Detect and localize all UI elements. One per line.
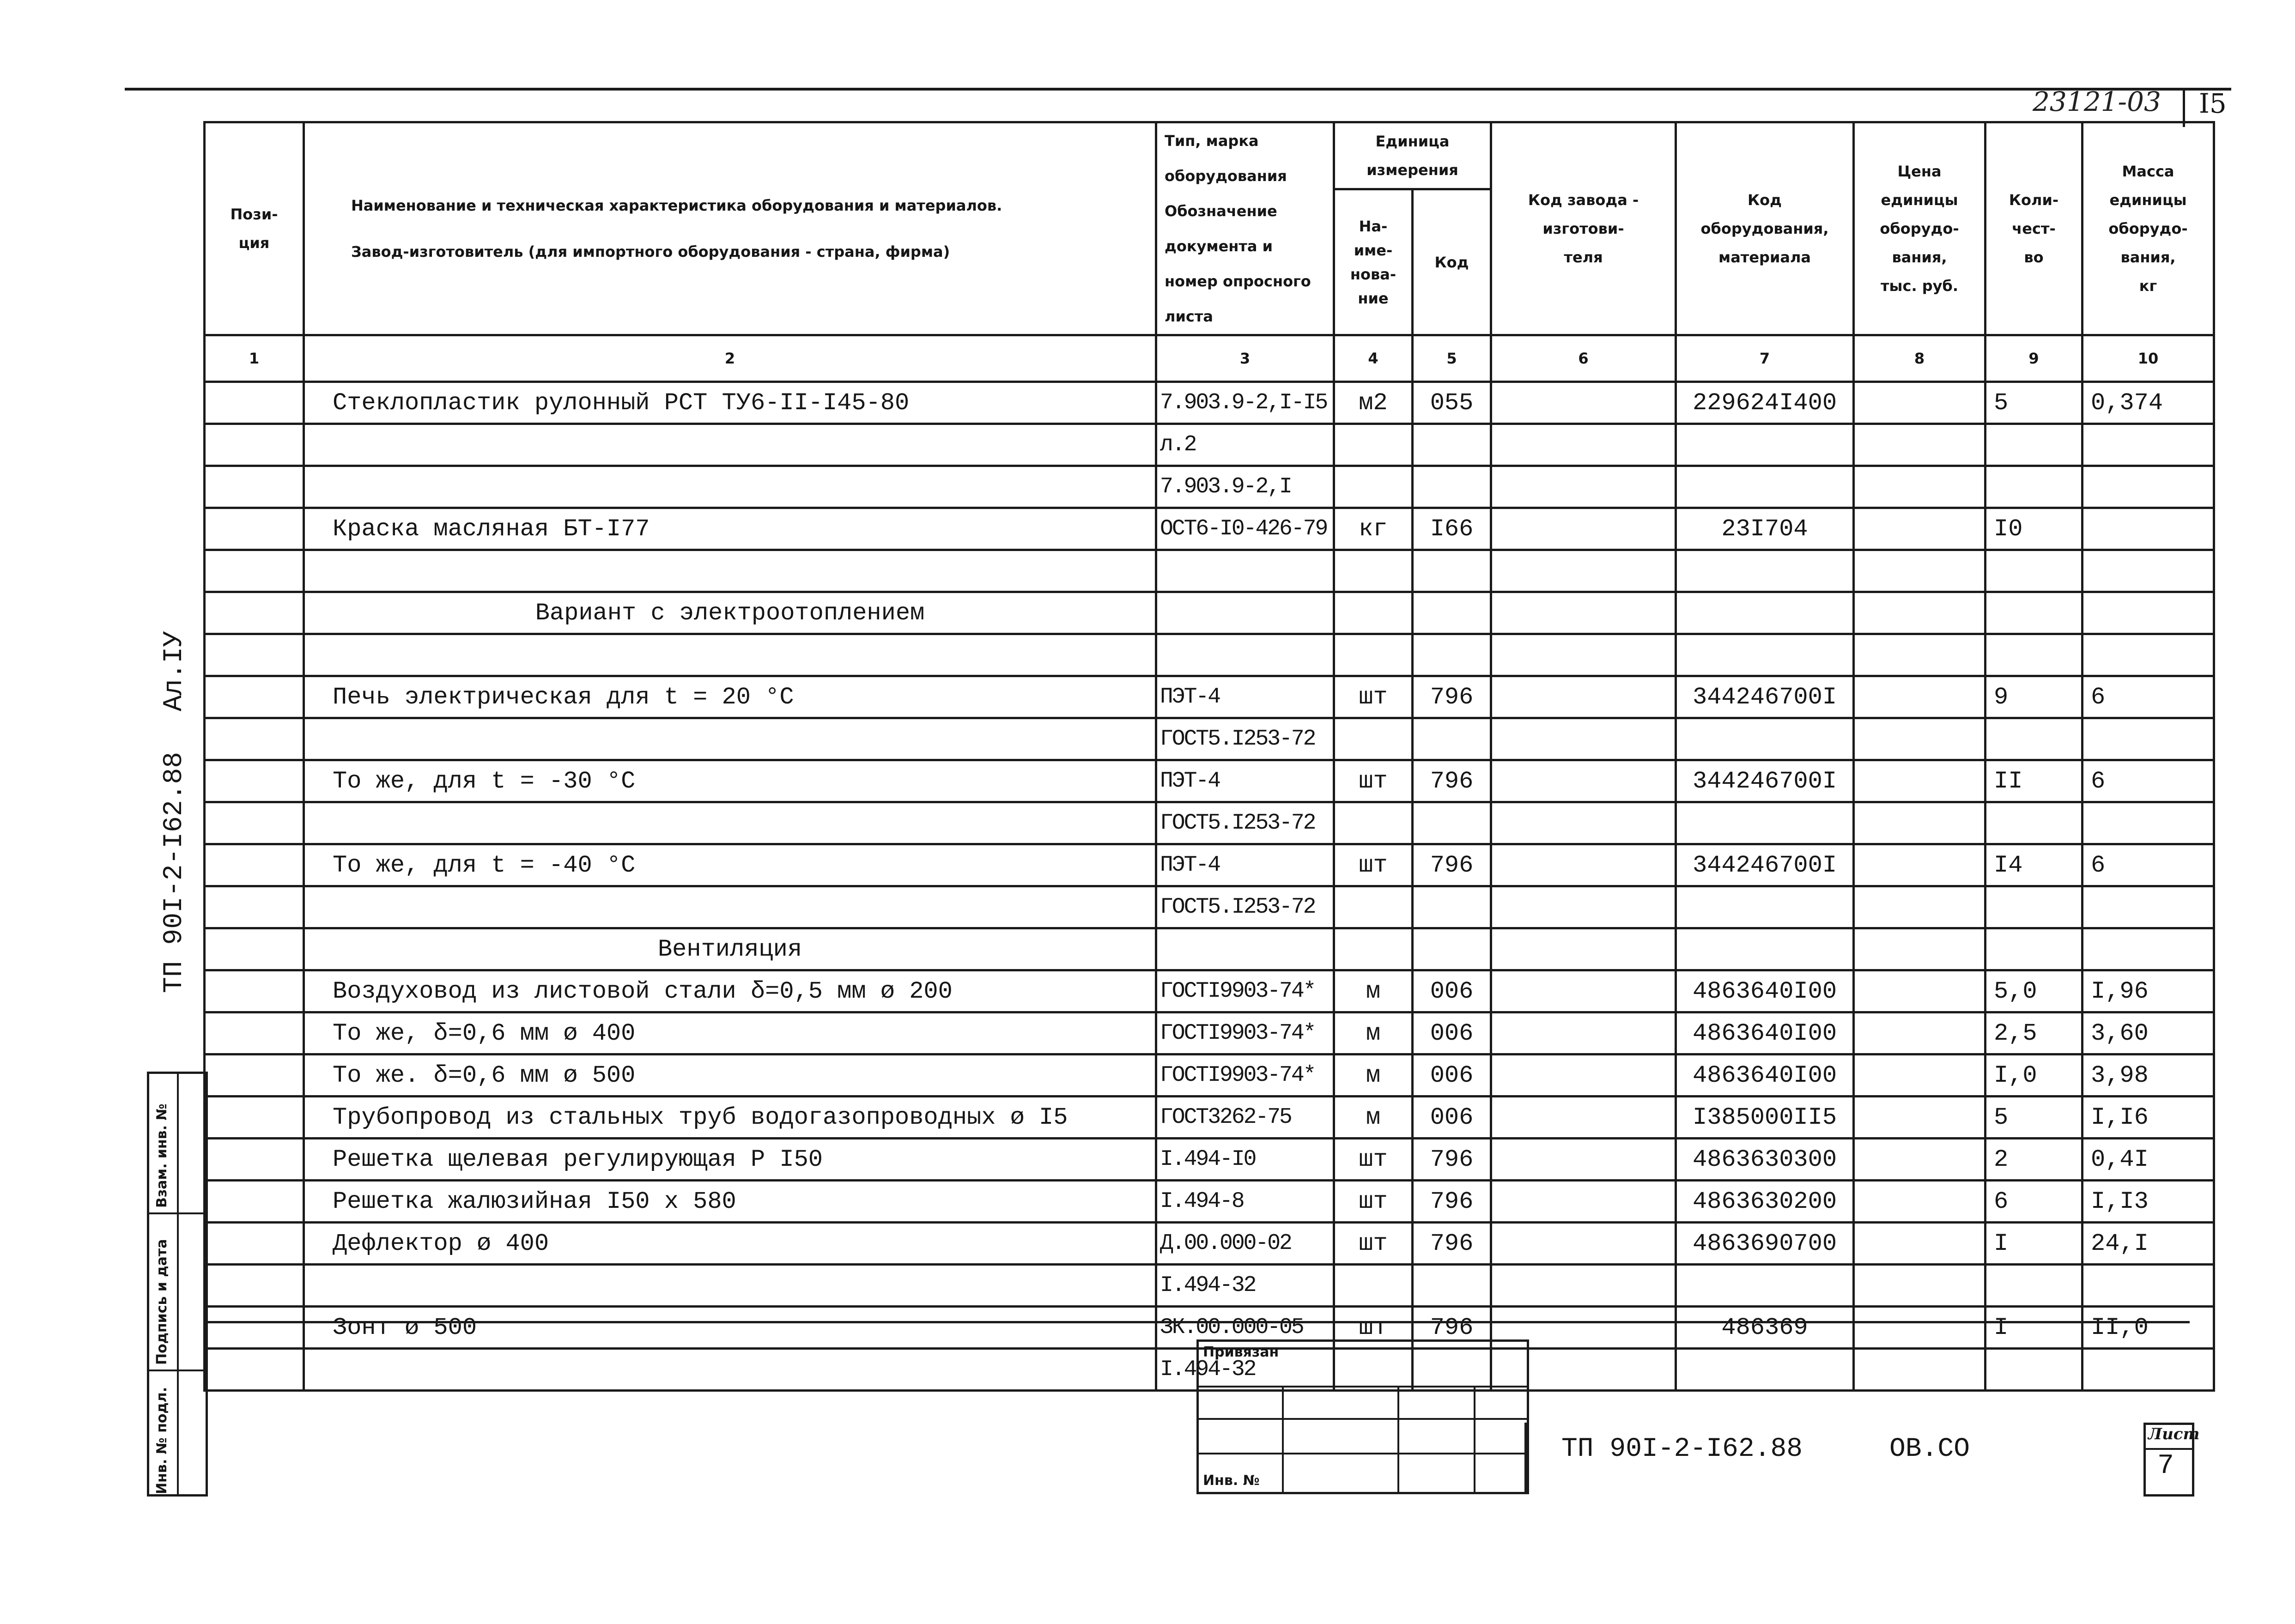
- qty-cell: I0: [1985, 508, 2082, 550]
- name-cell: [304, 634, 1156, 676]
- equipment-code-cell: 4863640I00: [1676, 1054, 1854, 1097]
- unit-cell: шт: [1334, 676, 1413, 718]
- unit-cell: шт: [1334, 1223, 1413, 1265]
- table-row: [205, 802, 2214, 844]
- empty-cell: [1985, 928, 2082, 970]
- unit-code-cell: [1413, 886, 1491, 928]
- side-album-label: Ал.IУ: [159, 630, 189, 711]
- unit-code-cell: 796: [1413, 1223, 1491, 1265]
- type-cell: I.494-32: [1156, 1349, 1334, 1391]
- name-cell: [304, 802, 1156, 844]
- qty-cell: 5: [1985, 1097, 2082, 1139]
- position-cell: [205, 1181, 304, 1223]
- position-cell: [205, 550, 304, 592]
- table-row: [205, 886, 2214, 928]
- type-cell: Д.00.000-02: [1156, 1223, 1334, 1265]
- plant-code-cell: [1491, 1012, 1676, 1054]
- sheet-label: Лист: [2148, 1425, 2200, 1443]
- mass-cell: I,I6: [2082, 1097, 2214, 1139]
- price-cell: [1854, 1054, 1985, 1097]
- table-row: [205, 1265, 2214, 1307]
- name-cell: Дефлектор ø 400: [304, 1223, 1156, 1265]
- table-row: [205, 1054, 2214, 1097]
- unit-cell: шт: [1334, 844, 1413, 886]
- unit-code-cell: 796: [1413, 760, 1491, 802]
- price-cell: [1854, 424, 1985, 466]
- qty-cell: 6: [1985, 1181, 2082, 1223]
- sheet-code: 23121-03: [2033, 86, 2161, 117]
- equipment-code-cell: [1676, 886, 1854, 928]
- plant-code-cell: [1491, 466, 1676, 508]
- position-cell: [205, 1139, 304, 1181]
- plant-code-cell: [1491, 1097, 1676, 1139]
- col-plant-code-header: Код завода - изготови- теля: [1491, 122, 1676, 335]
- unit-code-cell: [1413, 1265, 1491, 1307]
- empty-cell: [1676, 592, 1854, 634]
- equipment-code-cell: [1676, 634, 1854, 676]
- qty-cell: [1985, 466, 2082, 508]
- type-cell: ГОСТI9903-74*: [1156, 970, 1334, 1012]
- name-cell: Стеклопластик рулонный РСТ ТУ6-II-I45-80: [304, 382, 1156, 424]
- qty-cell: [1985, 802, 2082, 844]
- position-cell: [205, 718, 304, 760]
- price-cell: [1854, 676, 1985, 718]
- qty-cell: [1985, 634, 2082, 676]
- mass-cell: [2082, 466, 2214, 508]
- sheet-number: I5: [2199, 88, 2227, 119]
- plant-code-cell: [1491, 886, 1676, 928]
- unit-code-cell: 055: [1413, 382, 1491, 424]
- qty-cell: 5,0: [1985, 970, 2082, 1012]
- position-cell: [205, 802, 304, 844]
- price-cell: [1854, 1223, 1985, 1265]
- position-cell: [205, 466, 304, 508]
- position-cell: [205, 592, 304, 634]
- position-cell: [205, 1054, 304, 1097]
- col-qty-header: Коли- чест- во: [1985, 122, 2082, 335]
- table-row: [205, 508, 2214, 550]
- unit-cell: шт: [1334, 760, 1413, 802]
- price-cell: [1854, 802, 1985, 844]
- name-cell: Решетка щелевая регулирующая Р I50: [304, 1139, 1156, 1181]
- equipment-code-cell: 486369: [1676, 1307, 1854, 1349]
- unit-cell: м: [1334, 1054, 1413, 1097]
- table-row: [205, 382, 2214, 424]
- stamp-inv-podl: Инв. № подл.: [154, 1387, 170, 1494]
- price-cell: [1854, 970, 1985, 1012]
- equipment-code-cell: 4863630200: [1676, 1181, 1854, 1223]
- price-cell: [1854, 1097, 1985, 1139]
- unit-code-cell: 796: [1413, 676, 1491, 718]
- table-row: [205, 718, 2214, 760]
- type-cell: ГОСТ3262-75: [1156, 1097, 1334, 1139]
- table-row: [205, 1012, 2214, 1054]
- side-doc-label: ТП 90I-2-I62.88: [159, 751, 189, 993]
- name-cell: Зонт ø 500: [304, 1307, 1156, 1349]
- col-number: 8: [1854, 335, 1985, 382]
- empty-cell: [1413, 928, 1491, 970]
- equipment-code-cell: [1676, 718, 1854, 760]
- mass-cell: [2082, 550, 2214, 592]
- price-cell: [1854, 634, 1985, 676]
- price-cell: [1854, 550, 1985, 592]
- empty-cell: [1156, 928, 1334, 970]
- empty-cell: [1491, 928, 1676, 970]
- empty-cell: [1854, 592, 1985, 634]
- unit-cell: [1334, 634, 1413, 676]
- unit-code-cell: 796: [1413, 844, 1491, 886]
- table-row: [205, 550, 2214, 592]
- name-cell: То же, для t = -40 °С: [304, 844, 1156, 886]
- type-cell: I.494-32: [1156, 1265, 1334, 1307]
- equipment-code-cell: 4863640I00: [1676, 970, 1854, 1012]
- equipment-code-cell: [1676, 550, 1854, 592]
- equipment-code-cell: 229624I400: [1676, 382, 1854, 424]
- name-cell: [304, 550, 1156, 592]
- unit-code-cell: [1413, 802, 1491, 844]
- type-cell: ЗК.00.000-05: [1156, 1307, 1334, 1349]
- mass-cell: [2082, 1265, 2214, 1307]
- mass-cell: 6: [2082, 760, 2214, 802]
- table-row: [205, 1139, 2214, 1181]
- table-row: [205, 466, 2214, 508]
- name-cell: [304, 424, 1156, 466]
- name-cell: То же. δ=0,6 мм ø 500: [304, 1054, 1156, 1097]
- mass-cell: 3,98: [2082, 1054, 2214, 1097]
- unit-code-cell: [1413, 466, 1491, 508]
- table-row: [205, 928, 2214, 970]
- price-cell: [1854, 382, 1985, 424]
- col-equipment-code-header: Код оборудования, материала: [1676, 122, 1854, 335]
- unit-cell: шт: [1334, 1181, 1413, 1223]
- position-cell: [205, 424, 304, 466]
- type-cell: л.2: [1156, 424, 1334, 466]
- privyazan-label: Привязан: [1203, 1344, 1279, 1360]
- qty-cell: I4: [1985, 844, 2082, 886]
- col-unit-code-header: Код: [1413, 189, 1491, 335]
- position-cell: [205, 886, 304, 928]
- price-cell: [1854, 718, 1985, 760]
- mass-cell: 3,60: [2082, 1012, 2214, 1054]
- section-heading: Вариант с электроотоплением: [304, 592, 1156, 634]
- price-cell: [1854, 466, 1985, 508]
- qty-cell: I,0: [1985, 1054, 2082, 1097]
- unit-cell: [1334, 886, 1413, 928]
- mass-cell: [2082, 718, 2214, 760]
- col-type-header: Тип, марка оборудования Обозначение документа и номер опросного листа: [1156, 122, 1334, 335]
- type-cell: ГОСТI9903-74*: [1156, 1012, 1334, 1054]
- type-cell: 7.903.9-2,I-I5: [1156, 382, 1334, 424]
- type-cell: ПЭТ-4: [1156, 844, 1334, 886]
- empty-cell: [1413, 592, 1491, 634]
- col-number: 5: [1413, 335, 1491, 382]
- specification-table: [203, 121, 2215, 1392]
- unit-code-cell: [1413, 424, 1491, 466]
- name-cell: [304, 886, 1156, 928]
- qty-cell: 2,5: [1985, 1012, 2082, 1054]
- unit-cell: м: [1334, 1012, 1413, 1054]
- equipment-code-cell: [1676, 424, 1854, 466]
- col-number: 4: [1334, 335, 1413, 382]
- position-cell: [205, 1265, 304, 1307]
- type-cell: ГОСТI9903-74*: [1156, 1054, 1334, 1097]
- unit-cell: шт: [1334, 1307, 1413, 1349]
- privyazan-box: [1196, 1339, 1529, 1494]
- col-number: 1: [205, 335, 304, 382]
- name-cell: Краска масляная БТ-I77: [304, 508, 1156, 550]
- table-row: [205, 1223, 2214, 1265]
- name-cell: Воздуховод из листовой стали δ=0,5 мм ø 200: [304, 970, 1156, 1012]
- unit-cell: [1334, 466, 1413, 508]
- plant-code-cell: [1491, 718, 1676, 760]
- top-rule: [125, 88, 2231, 91]
- mass-cell: I,96: [2082, 970, 2214, 1012]
- plant-code-cell: [1491, 970, 1676, 1012]
- position-cell: [205, 508, 304, 550]
- col-number: 9: [1985, 335, 2082, 382]
- type-cell: ПЭТ-4: [1156, 760, 1334, 802]
- position-cell: [205, 676, 304, 718]
- position-cell: [205, 1097, 304, 1139]
- table-row: [205, 676, 2214, 718]
- table-body: [205, 382, 2214, 1391]
- type-cell: ГОСТ5.I253-72: [1156, 886, 1334, 928]
- empty-cell: [1985, 592, 2082, 634]
- position-cell: [205, 970, 304, 1012]
- position-cell: [205, 928, 304, 970]
- qty-cell: [1985, 718, 2082, 760]
- col-unit-name-header: На- име- нова- ние: [1334, 189, 1413, 335]
- equipment-code-cell: [1676, 1265, 1854, 1307]
- col-number: 2: [304, 335, 1156, 382]
- mass-cell: [2082, 886, 2214, 928]
- plant-code-cell: [1491, 550, 1676, 592]
- equipment-code-cell: 4863640I00: [1676, 1012, 1854, 1054]
- qty-cell: [1985, 886, 2082, 928]
- table-row: [205, 970, 2214, 1012]
- empty-cell: [1334, 928, 1413, 970]
- type-cell: I.494-I0: [1156, 1139, 1334, 1181]
- equipment-code-cell: 4863690700: [1676, 1223, 1854, 1265]
- qty-cell: [1985, 550, 2082, 592]
- col-number: 10: [2082, 335, 2214, 382]
- price-cell: [1854, 1012, 1985, 1054]
- name-cell: Печь электрическая для t = 20 °С: [304, 676, 1156, 718]
- mass-cell: 0,4I: [2082, 1139, 2214, 1181]
- table-row: [205, 760, 2214, 802]
- unit-code-cell: 006: [1413, 1054, 1491, 1097]
- qty-cell: 9: [1985, 676, 2082, 718]
- unit-cell: м: [1334, 1097, 1413, 1139]
- name-cell: То же, δ=0,6 мм ø 400: [304, 1012, 1156, 1054]
- plant-code-cell: [1491, 1139, 1676, 1181]
- left-stamp: [147, 1072, 208, 1497]
- price-cell: [1854, 1139, 1985, 1181]
- unit-cell: [1334, 1265, 1413, 1307]
- column-numbers-row: [205, 335, 2214, 382]
- name-cell: То же, для t = -30 °С: [304, 760, 1156, 802]
- name-cell: [304, 718, 1156, 760]
- empty-cell: [2082, 928, 2214, 970]
- mass-cell: 0,374: [2082, 382, 2214, 424]
- col-name-header: Наименование и техническая характеристика оборудования и материалов. Завод-изготовитель (для импортного оборудования - страна, фирма): [304, 122, 1156, 335]
- col-mass-header: Масса единицы оборудо- вания, кг: [2082, 122, 2214, 335]
- table-row: [205, 844, 2214, 886]
- empty-cell: [1334, 592, 1413, 634]
- equipment-code-cell: 344246700I: [1676, 844, 1854, 886]
- unit-cell: кг: [1334, 508, 1413, 550]
- col-number: 3: [1156, 335, 1334, 382]
- type-cell: 7.903.9-2,I: [1156, 466, 1334, 508]
- equipment-code-cell: 344246700I: [1676, 760, 1854, 802]
- equipment-code-cell: 4863630300: [1676, 1139, 1854, 1181]
- name-cell: [304, 466, 1156, 508]
- header-row: [205, 122, 2214, 189]
- price-cell: [1854, 1265, 1985, 1307]
- price-cell: [1854, 886, 1985, 928]
- col-number: 6: [1491, 335, 1676, 382]
- equipment-code-cell: 23I704: [1676, 508, 1854, 550]
- position-cell: [205, 760, 304, 802]
- plant-code-cell: [1491, 1223, 1676, 1265]
- qty-cell: 2: [1985, 1139, 2082, 1181]
- equipment-code-cell: [1676, 466, 1854, 508]
- price-cell: [1854, 844, 1985, 886]
- col-number: 7: [1676, 335, 1854, 382]
- unit-cell: м2: [1334, 382, 1413, 424]
- empty-cell: [2082, 592, 2214, 634]
- name-cell: Решетка жалюзийная I50 x 580: [304, 1181, 1156, 1223]
- table-row: [205, 1097, 2214, 1139]
- unit-code-cell: [1413, 718, 1491, 760]
- unit-cell: м: [1334, 970, 1413, 1012]
- plant-code-cell: [1491, 802, 1676, 844]
- price-cell: [1854, 1181, 1985, 1223]
- qty-cell: I: [1985, 1307, 2082, 1349]
- qty-cell: [1985, 424, 2082, 466]
- inv-label: Инв. №: [1203, 1473, 1260, 1489]
- unit-cell: [1334, 718, 1413, 760]
- unit-cell: [1334, 424, 1413, 466]
- mass-cell: II,0: [2082, 1307, 2214, 1349]
- plant-code-cell: [1491, 382, 1676, 424]
- mass-cell: 6: [2082, 844, 2214, 886]
- unit-code-cell: 006: [1413, 1012, 1491, 1054]
- unit-code-cell: [1413, 550, 1491, 592]
- mass-cell: 6: [2082, 676, 2214, 718]
- stamp-vzam-inv: Взам. инв. №: [154, 1103, 170, 1208]
- unit-cell: [1334, 802, 1413, 844]
- type-cell: [1156, 634, 1334, 676]
- type-cell: ГОСТ5.I253-72: [1156, 802, 1334, 844]
- unit-code-cell: 796: [1413, 1139, 1491, 1181]
- table-row: [205, 634, 2214, 676]
- qty-cell: I: [1985, 1223, 2082, 1265]
- col-price-header: Цена единицы оборудо- вания, тыс. руб.: [1854, 122, 1985, 335]
- document-mark: ОВ.СО: [1889, 1434, 1970, 1464]
- plant-code-cell: [1491, 634, 1676, 676]
- position-cell: [205, 382, 304, 424]
- sheet-value: 7: [2157, 1450, 2174, 1482]
- plant-code-cell: [1491, 676, 1676, 718]
- mass-cell: [2082, 508, 2214, 550]
- plant-code-cell: [1491, 1265, 1676, 1307]
- equipment-code-cell: [1676, 802, 1854, 844]
- unit-code-cell: [1413, 634, 1491, 676]
- plant-code-cell: [1491, 844, 1676, 886]
- section-heading: Вентиляция: [304, 928, 1156, 970]
- plant-code-cell: [1491, 760, 1676, 802]
- unit-code-cell: I66: [1413, 508, 1491, 550]
- type-cell: I.494-8: [1156, 1181, 1334, 1223]
- stamp-signature-date: Подпись и дата: [154, 1239, 170, 1365]
- table-row: [205, 1181, 2214, 1223]
- document-code: ТП 90I-2-I62.88: [1561, 1434, 1803, 1464]
- plant-code-cell: [1491, 424, 1676, 466]
- unit-cell: [1334, 550, 1413, 592]
- position-cell: [205, 1223, 304, 1265]
- mass-cell: [2082, 634, 2214, 676]
- empty-cell: [1491, 592, 1676, 634]
- type-cell: ГОСТ5.I253-72: [1156, 718, 1334, 760]
- type-cell: ОСТ6-I0-426-79: [1156, 508, 1334, 550]
- col-unit-header: Единица измерения: [1334, 122, 1491, 189]
- unit-code-cell: 006: [1413, 970, 1491, 1012]
- plant-code-cell: [1491, 508, 1676, 550]
- col-position-header: Пози- ция: [205, 122, 304, 335]
- price-cell: [1854, 508, 1985, 550]
- mass-cell: I,I3: [2082, 1181, 2214, 1223]
- position-cell: [205, 634, 304, 676]
- qty-cell: II: [1985, 760, 2082, 802]
- unit-code-cell: 796: [1413, 1307, 1491, 1349]
- empty-cell: [1156, 592, 1334, 634]
- name-cell: [304, 1265, 1156, 1307]
- name-cell: Трубопровод из стальных труб водогазопроводных ø I5: [304, 1097, 1156, 1139]
- equipment-code-cell: 344246700I: [1676, 676, 1854, 718]
- plant-code-cell: [1491, 1054, 1676, 1097]
- unit-code-cell: 006: [1413, 1097, 1491, 1139]
- mass-cell: 24,I: [2082, 1223, 2214, 1265]
- mass-cell: [2082, 424, 2214, 466]
- unit-cell: шт: [1334, 1139, 1413, 1181]
- empty-cell: [1854, 928, 1985, 970]
- table-row: [205, 424, 2214, 466]
- mass-cell: [2082, 802, 2214, 844]
- empty-cell: [1676, 928, 1854, 970]
- type-cell: ПЭТ-4: [1156, 676, 1334, 718]
- table-row: [205, 592, 2214, 634]
- position-cell: [205, 1012, 304, 1054]
- position-cell: [205, 844, 304, 886]
- unit-code-cell: 796: [1413, 1181, 1491, 1223]
- equipment-code-cell: I385000II5: [1676, 1097, 1854, 1139]
- qty-cell: [1985, 1265, 2082, 1307]
- type-cell: [1156, 550, 1334, 592]
- price-cell: [1854, 760, 1985, 802]
- plant-code-cell: [1491, 1181, 1676, 1223]
- qty-cell: 5: [1985, 382, 2082, 424]
